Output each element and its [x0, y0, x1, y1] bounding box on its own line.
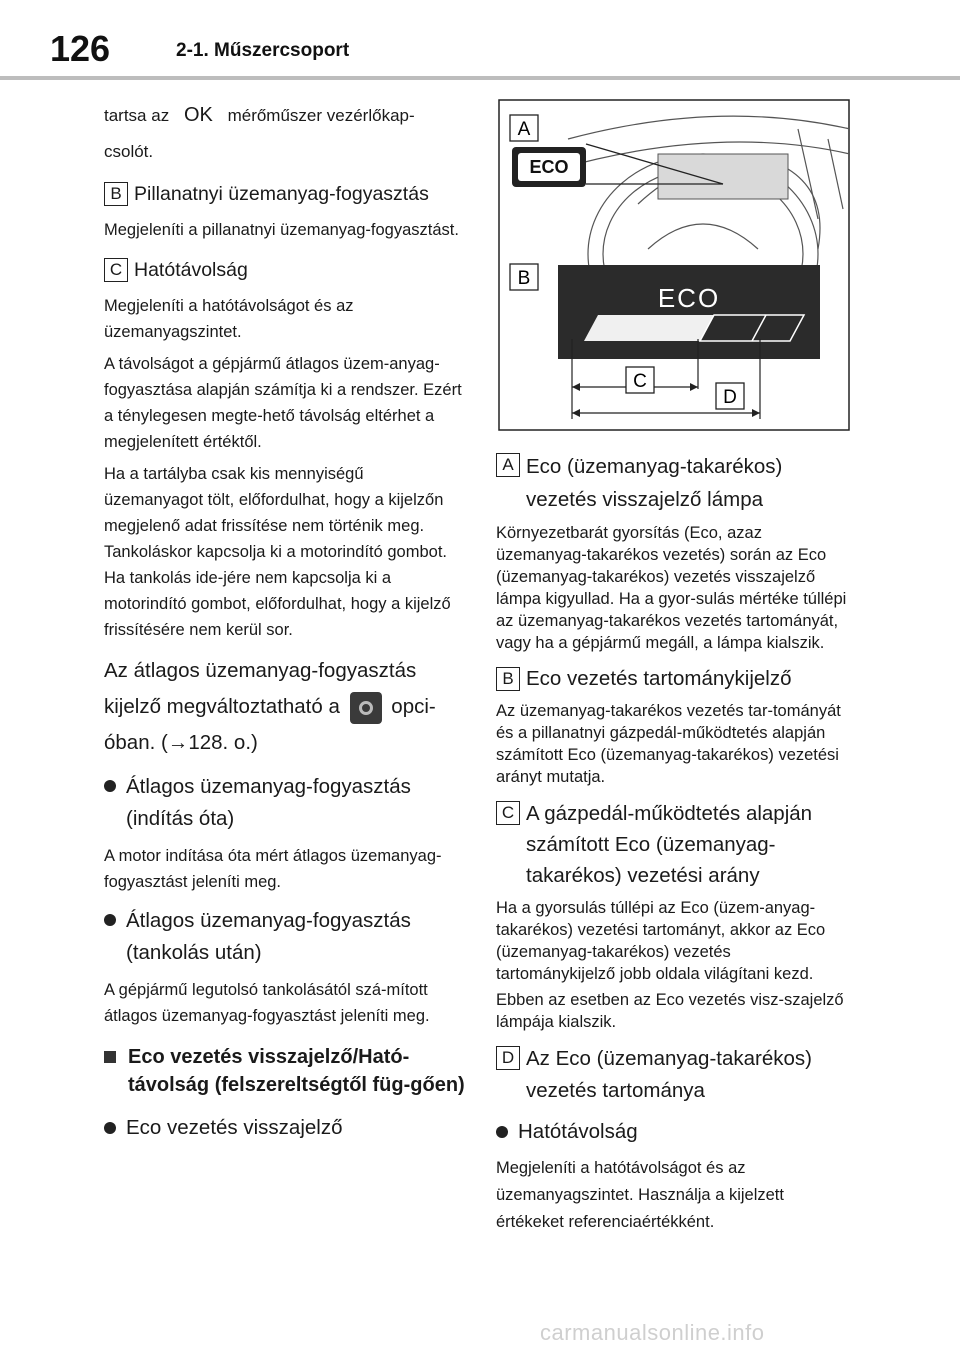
- bullet-avg-refuel-title: Átlagos üzemanyag-fogyasztás (tankolás után): [126, 909, 411, 964]
- item-c-right-text1: Ha a gyorsulás túllépi az Eco (üzem-anyag-takarékos) vezetési tartományt, akkor az Eco (üzemanyag-takarékos) vezetés tartománykijelző jobb oldala világítani kezd.: [496, 899, 826, 983]
- bullet-avg-refuel: [104, 905, 466, 969]
- label-a: A: [517, 119, 531, 140]
- bullet-dot: [104, 914, 116, 926]
- instrument-cluster: [658, 154, 788, 199]
- eco-section-heading: [104, 1043, 466, 1099]
- item-c-right: [496, 798, 852, 891]
- item-a-title: Eco (üzemanyag-takarékos) vezetés visszajelző lámpa: [526, 455, 783, 511]
- bullet-dot: [104, 780, 116, 792]
- page-header: [0, 0, 960, 78]
- avg-note-line1: Az átlagos üzemanyag-fogyasztás: [104, 659, 417, 682]
- item-c: [104, 255, 466, 285]
- label-d: D: [723, 387, 737, 408]
- item-b-text: Megjeleníti a pillanatnyi üzemanyag-fogyasztást.: [104, 221, 459, 239]
- page-number: 126: [50, 28, 111, 69]
- badge-c: C: [496, 801, 520, 825]
- intro-text-2: mérőműszer vezérlőkap-: [227, 106, 415, 125]
- gear-icon: [350, 692, 382, 724]
- eco-section-title: Eco vezetés visszajelző/Ható-távolság (felszereltségtől füg-gően): [128, 1046, 465, 1096]
- section-square-icon: [104, 1051, 116, 1063]
- item-b-title: Pillanatnyi üzemanyag-fogyasztás: [134, 183, 429, 205]
- bullet-eco-indicator: [104, 1113, 466, 1143]
- item-d-title: Az Eco (üzemanyag-takarékos) vezetés tartománya: [526, 1047, 812, 1102]
- label-b: B: [517, 268, 531, 289]
- item-b-right: [496, 664, 852, 694]
- badge-b: B: [104, 182, 128, 206]
- bullet-eco-indicator-title: Eco vezetés visszajelző: [126, 1116, 343, 1139]
- avg-note: [104, 653, 466, 761]
- item-c-right-title: A gázpedál-működtetés alapján számított Eco (üzemanyag-takarékos) vezetési arány: [526, 802, 813, 887]
- item-b-right-text: Az üzemanyag-takarékos vezetés tar-tományát és a pillanatnyi gázpedál-működtetés alapján számított Eco (üzemanyag-takarékos) vezetési arányt mutatja.: [496, 702, 841, 786]
- bullet-range: [496, 1117, 852, 1147]
- bullet-avg-refuel-text: A gépjármű legutolsó tankolásától szá-mított átlagos üzemanyag-fogyasztást jeleníti meg.: [104, 981, 430, 1025]
- intro-text: tartsa az: [104, 106, 170, 125]
- badge-b: B: [496, 667, 520, 691]
- eco-display-figure: [498, 99, 850, 431]
- item-b: [104, 179, 466, 209]
- bullet-avg-start: [104, 771, 466, 835]
- right-column: [496, 450, 852, 1236]
- ok-button-glyph: OK: [183, 104, 213, 126]
- badge-c: C: [104, 258, 128, 282]
- item-c-title: Hatótávolság: [134, 259, 248, 281]
- section-title: 2-1. Műszercsoport: [176, 40, 350, 61]
- watermark-footer: carmanualsonline.info: [540, 1320, 765, 1345]
- badge-a: A: [496, 453, 520, 477]
- eco-ratio-bar: [584, 315, 714, 341]
- item-b-right-title: Eco vezetés tartománykijelző: [526, 667, 792, 690]
- label-c: C: [633, 371, 647, 392]
- avg-note-line3: óban. (→128. o.): [104, 731, 258, 754]
- display-eco-text: ECO: [657, 283, 721, 313]
- intro-paragraph: [104, 100, 466, 131]
- bullet-dot: [104, 1122, 116, 1134]
- avg-note-line2: kijelző megváltoztatható a: [104, 695, 340, 718]
- left-column: [104, 100, 466, 1143]
- item-c-text3: Ha a tartályba csak kis mennyiségű üzemanyagot tölt, előfordulhat, hogy a kijelzőn megjelenő adat frissítése nem történik meg. Tankoláskor kapcsolja ki a motorindító gombot. Ha tankolás ide-jére nem kapcsolja ki a motorindító gombot, előfordulhat, hogy a kijelző frissítésére nem kerül sor.: [104, 465, 451, 639]
- intro-line2: csolót.: [104, 142, 154, 161]
- bullet-range-text: Megjeleníti a hatótávolságot és az üzemanyagszintet. Használja a kijelzett értékeket referenciaértékként.: [496, 1159, 784, 1231]
- bullet-dot: [496, 1126, 508, 1138]
- bullet-avg-start-text: A motor indítása óta mért átlagos üzemanyag-fogyasztást jeleníti meg.: [104, 847, 442, 891]
- item-a: [496, 450, 852, 516]
- avg-note-line2b: opci-: [391, 695, 436, 718]
- item-c-right-text2: Ebben az esetben az Eco vezetés visz-szajelző lámpája kialszik.: [496, 991, 844, 1031]
- bullet-range-title: Hatótávolság: [518, 1120, 638, 1143]
- item-c-text2: A távolságot a gépjármű átlagos üzem-anyag-fogyasztása alapján számítja ki a rendszer. Ezért a ténylegesen megte-hető távolság eltérhet a megjelenített értéktől.: [104, 355, 462, 451]
- badge-d: D: [496, 1046, 520, 1070]
- item-a-text: Környezetbarát gyorsítás (Eco, azaz üzemanyag-takarékos vezetés) során az Eco (üzemanyag-takarékos) vezetés visszajelző lámpa kigyullad. Ha a gyor-sulás mértéke túllépi az üzemanyag-takarékos vezetés tartományát, vagy ha a gépjármű megáll, a lámpa kialszik.: [496, 524, 847, 652]
- bullet-avg-start-title: Átlagos üzemanyag-fogyasztás (indítás óta): [126, 775, 411, 830]
- eco-icon-text: ECO: [529, 157, 569, 177]
- item-d: [496, 1043, 852, 1107]
- header-divider: [0, 76, 960, 80]
- item-c-text1: Megjeleníti a hatótávolságot és az üzemanyagszintet.: [104, 297, 354, 341]
